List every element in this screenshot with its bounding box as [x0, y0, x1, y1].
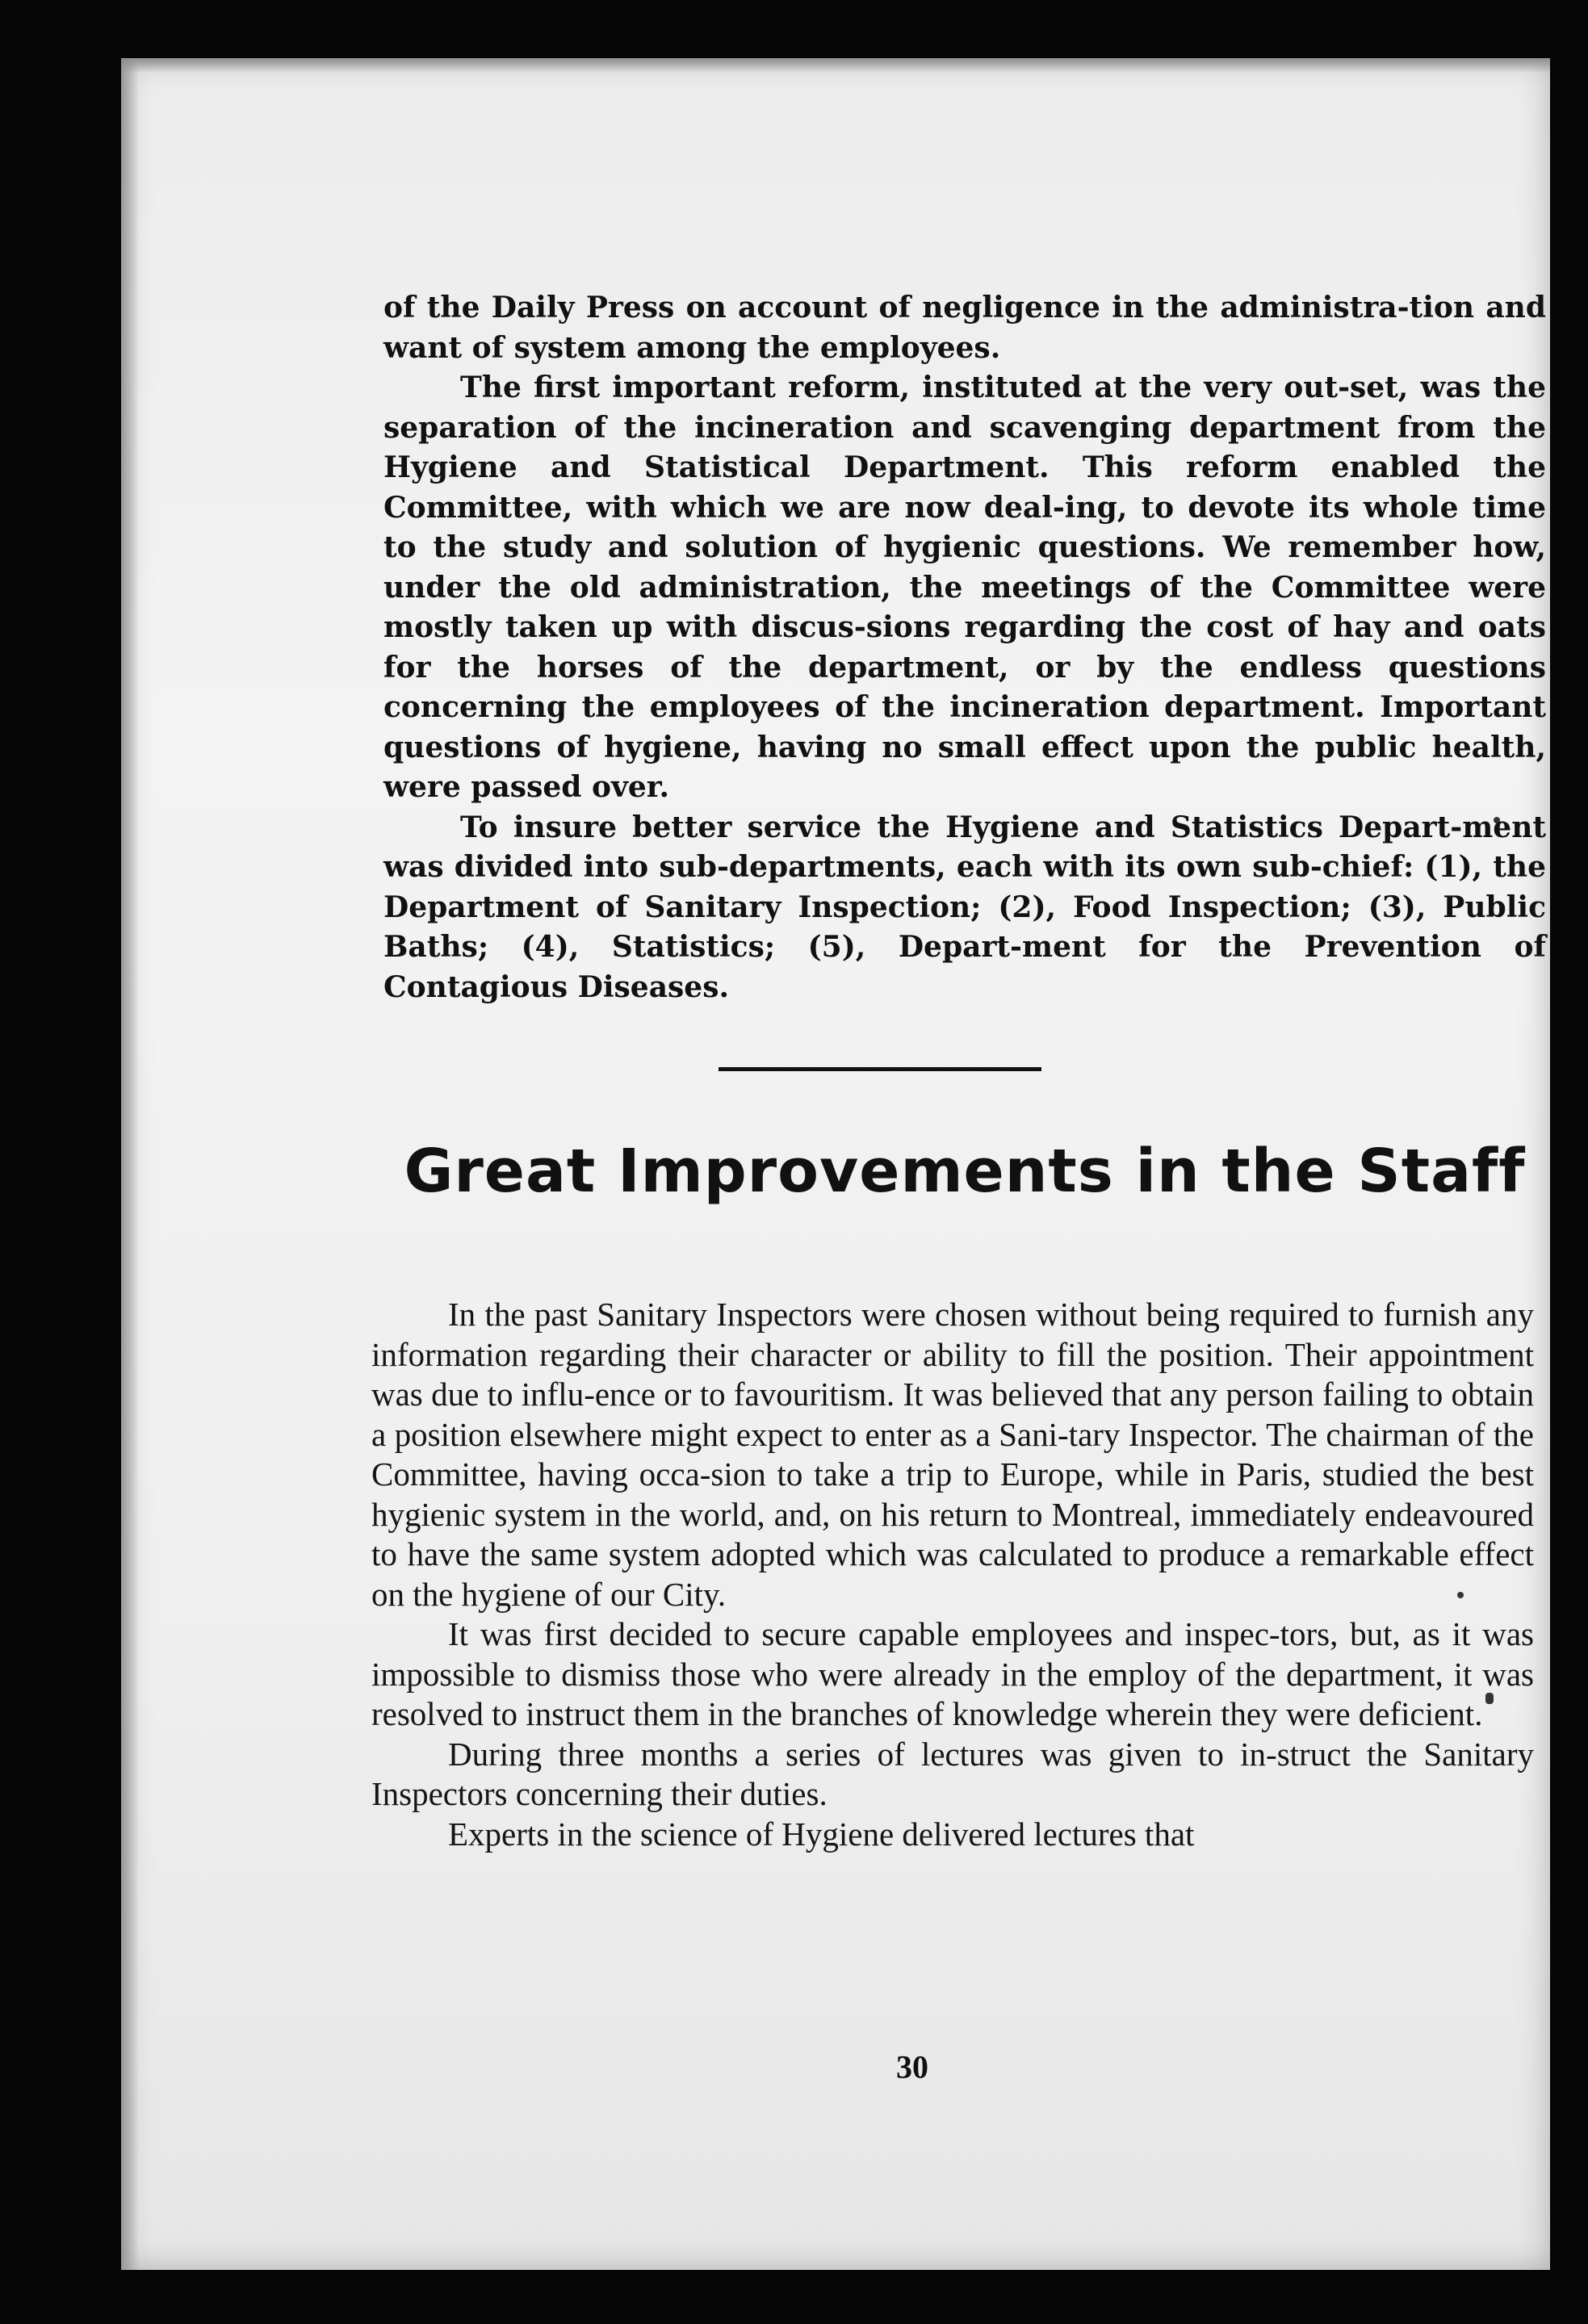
body-paragraph: In the past Sanitary Inspectors were chosen without being required to furnish any information regarding their character or ability to fill the position. Their appointment was due to influ-ence or to favouritism. It was believed that any person failing to obtain a position elsewhere might expect to enter as a Sani-tary Inspector. The chairman of the Committee, having occa-sion to take a trip to Europe, while in Paris, studied the best hygienic system in the world, and, on his return to Montreal, immediately endeavoured to have the same system adopted which was calculated to produce a remarkable effect on the hygiene of our City. [371, 1296, 1534, 1613]
section-heading: Great Improvements in the Staff [404, 1137, 1526, 1206]
body-paragraph: Experts in the science of Hygiene delivered lectures that [448, 1815, 1195, 1853]
section-body [371, 1295, 1534, 1854]
page-shadow-top [121, 58, 1550, 73]
continuation-paragraph: of the Daily Press on account of negligence in the administra-tion and want of system among the employees. [383, 291, 1546, 365]
intro-text-block [383, 288, 1546, 1007]
body-paragraph: During three months a series of lectures was given to in-struct the Sanitary Inspectors concerning their duties. [371, 1735, 1534, 1812]
section-divider [719, 1067, 1041, 1071]
reform-paragraph: The first important reform, instituted at the very out-set, was the separation of the incineration and scavenging department from the Hygiene and Statistical Department. This reform enabled the Committee, with which we are now deal-ing, to devote its whole time to the study and solution of hygienic questions. We remember how, under the old administration, the meetings of the Committee were mostly taken up with discus-sions regarding the cost of hay and oats for the horses of the department, or by the endless questions concerning the employees of the incineration department. Important questions of hygiene, having no small effect upon the public health, were passed over. [383, 371, 1546, 804]
page-shadow-left [121, 58, 139, 2270]
book-page [121, 58, 1550, 2270]
page-number: 30 [896, 2049, 928, 2085]
body-paragraph: It was first decided to secure capable employees and inspec-tors, but, as it was impossible to dismiss those who were already in the employ of the department, it was resolved to instruct them in the branches of knowledge wherein they were deficient. [371, 1615, 1534, 1732]
subdepartments-paragraph: To insure better service the Hygiene and Statistics Depart-ment was divided into sub-departments, each with its own sub-chief: (1), the Department of Sanitary Inspection; (2), Food Inspection; (3), Public Baths; (4), Statistics; (5), Depart-ment for the Prevention of Contagious Diseases. [383, 810, 1546, 1004]
